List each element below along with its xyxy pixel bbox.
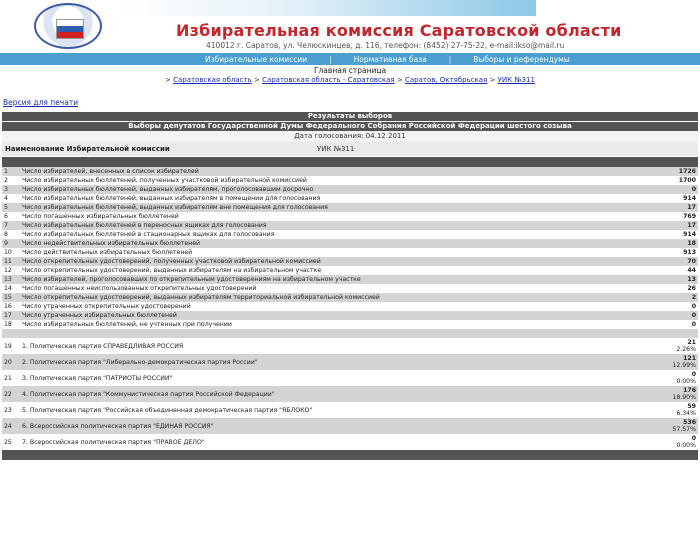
table-row bbox=[2, 239, 698, 248]
commission-row bbox=[2, 142, 698, 156]
row-number: 23 bbox=[2, 402, 20, 418]
row-number: 8 bbox=[2, 230, 20, 239]
nav-item-commissions[interactable]: Избирательные комиссии bbox=[205, 54, 308, 64]
party-name: 3. Политическая партия "ПАТРИОТЫ РОССИИ" bbox=[20, 370, 634, 386]
site-header bbox=[0, 0, 622, 52]
party-percent: 0.00% bbox=[676, 378, 696, 385]
row-number: 4 bbox=[2, 194, 20, 203]
row-label: Число утраченных избирательных бюллетеней bbox=[20, 311, 634, 320]
row-label: Число недействительных избирательных бюллетеней bbox=[20, 239, 634, 248]
row-value: 2 bbox=[634, 293, 698, 302]
row-number: 14 bbox=[2, 284, 20, 293]
table-row bbox=[2, 311, 698, 320]
row-number: 13 bbox=[2, 275, 20, 284]
table-row bbox=[2, 203, 698, 212]
table-row bbox=[2, 370, 698, 386]
breadcrumb-separator: > bbox=[251, 76, 263, 84]
flag-icon bbox=[56, 19, 84, 39]
nav-item-legal-base[interactable]: Нормативная база bbox=[353, 54, 427, 64]
commission-label: Наименование Избирательной комиссии bbox=[5, 145, 170, 153]
party-votes: 59 bbox=[687, 403, 696, 410]
table-row bbox=[2, 284, 698, 293]
party-votes: 176 bbox=[683, 387, 696, 394]
party-percent: 12.99% bbox=[672, 362, 696, 369]
party-votes: 0 bbox=[691, 371, 696, 378]
table-row bbox=[2, 185, 698, 194]
table-row bbox=[2, 338, 698, 354]
breadcrumb-region[interactable]: Саратовская область bbox=[173, 76, 252, 84]
row-label: Число избирателей, внесенных в список избирателей bbox=[20, 167, 634, 176]
site-title: Избирательная комиссия Саратовской области bbox=[176, 21, 622, 40]
party-name: 1. Политическая партия СПРАВЕДЛИВАЯ РОССИЯ bbox=[20, 338, 634, 354]
row-label: Число избирательных бюллетеней в переносных ящиках для голосования bbox=[20, 221, 634, 230]
table-row bbox=[2, 266, 698, 275]
row-value: 18 bbox=[634, 239, 698, 248]
nav-item-elections[interactable]: Выборы и референдумы bbox=[473, 54, 570, 64]
party-percent: 2.26% bbox=[676, 346, 696, 353]
row-label: Число открепительных удостоверений, полученных участковой избирательной комиссией bbox=[20, 257, 634, 266]
commission-value: УИК №311 bbox=[317, 145, 355, 153]
row-value: 913 bbox=[634, 248, 698, 257]
table-row bbox=[2, 418, 698, 434]
row-value: 1726 bbox=[634, 167, 698, 176]
home-link[interactable]: Главная страница bbox=[313, 66, 387, 75]
row-number: 10 bbox=[2, 248, 20, 257]
table-row bbox=[2, 257, 698, 266]
table-row bbox=[2, 302, 698, 311]
row-label: Число утраченных открепительных удостоверений bbox=[20, 302, 634, 311]
party-result bbox=[634, 402, 698, 418]
party-votes: 0 bbox=[691, 435, 696, 442]
party-result bbox=[634, 354, 698, 370]
table-row bbox=[2, 194, 698, 203]
row-number: 1 bbox=[2, 167, 20, 176]
row-number: 17 bbox=[2, 311, 20, 320]
row-label: Число избирателей, проголосовавших по открепительным удостоверениям на избирательном участке bbox=[20, 275, 634, 284]
row-value: 70 bbox=[634, 257, 698, 266]
voting-date: Дата голосования: 04.12.2011 bbox=[2, 131, 698, 142]
row-value: 26 bbox=[634, 284, 698, 293]
party-votes: 121 bbox=[683, 355, 696, 362]
row-label: Число избирательных бюллетеней, выданных избирателям вне помещения для голосования bbox=[20, 203, 634, 212]
row-value: 1700 bbox=[634, 176, 698, 185]
party-name: 2. Политическая партия "Либерально-демократическая партия России" bbox=[20, 354, 634, 370]
election-name: Выборы депутатов Государственной Думы Федерального Собрания Российской Федерации шестого созыва bbox=[2, 122, 698, 131]
row-number: 21 bbox=[2, 370, 20, 386]
row-value: 44 bbox=[634, 266, 698, 275]
party-name: 5. Политическая партия "Российская объединенная демократическая партия "ЯБЛОКО" bbox=[20, 402, 634, 418]
row-number: 22 bbox=[2, 386, 20, 402]
breadcrumb-precinct[interactable]: УИК №311 bbox=[497, 76, 535, 84]
party-percent: 18.90% bbox=[672, 394, 696, 401]
breadcrumb-city-district[interactable]: Саратов, Октябрьская bbox=[404, 76, 488, 84]
table-header-bar bbox=[2, 157, 698, 167]
row-value: 769 bbox=[634, 212, 698, 221]
row-value: 0 bbox=[634, 311, 698, 320]
table-row bbox=[2, 386, 698, 402]
breadcrumb-district[interactable]: Саратовская область - Саратовская bbox=[262, 76, 395, 84]
table-gap bbox=[2, 329, 698, 338]
row-number: 15 bbox=[2, 293, 20, 302]
row-value: 17 bbox=[634, 203, 698, 212]
row-label: Число открепительных удостоверений, выданных избирателям территориальной избирательной комиссией bbox=[20, 293, 634, 302]
parties-table bbox=[2, 338, 698, 450]
row-value: 0 bbox=[634, 320, 698, 329]
row-value: 13 bbox=[634, 275, 698, 284]
row-number: 3 bbox=[2, 185, 20, 194]
party-votes: 21 bbox=[687, 339, 696, 346]
breadcrumb-separator: > bbox=[487, 76, 498, 84]
header-decoration bbox=[120, 0, 536, 16]
table-row bbox=[2, 293, 698, 302]
row-value: 0 bbox=[634, 302, 698, 311]
row-label: Число избирательных бюллетеней в стационарных ящиках для голосования bbox=[20, 230, 634, 239]
table-row bbox=[2, 230, 698, 239]
results-title: Результаты выборов bbox=[2, 112, 698, 121]
table-row bbox=[2, 221, 698, 230]
nav-separator: | bbox=[329, 54, 332, 64]
row-number: 2 bbox=[2, 176, 20, 185]
row-value: 914 bbox=[634, 230, 698, 239]
row-value: 0 bbox=[634, 185, 698, 194]
row-label: Число погашенных избирательных бюллетеней bbox=[20, 212, 634, 221]
row-value: 914 bbox=[634, 194, 698, 203]
row-number: 19 bbox=[2, 338, 20, 354]
party-name: 6. Всероссийская политическая партия "ЕДИНАЯ РОССИЯ" bbox=[20, 418, 634, 434]
row-number: 11 bbox=[2, 257, 20, 266]
site-address: 410012 г. Саратов, ул. Челюскинцев, д. 116, телефон: (8452) 27-75-22, e-mail:ikso@mail.ru bbox=[206, 41, 565, 50]
emblem-logo-icon[interactable] bbox=[34, 3, 102, 49]
table-row bbox=[2, 275, 698, 284]
row-value: 17 bbox=[634, 221, 698, 230]
row-label: Число погашенных неиспользованных открепительных удостоверений bbox=[20, 284, 634, 293]
row-number: 5 bbox=[2, 203, 20, 212]
party-percent: 6.34% bbox=[676, 410, 696, 417]
results-panel bbox=[2, 112, 698, 460]
row-number: 9 bbox=[2, 239, 20, 248]
row-number: 16 bbox=[2, 302, 20, 311]
table-row bbox=[2, 212, 698, 221]
table-row bbox=[2, 320, 698, 329]
stats-table bbox=[2, 167, 698, 329]
breadcrumb-prefix: > bbox=[165, 76, 174, 84]
row-label: Число открепительных удостоверений, выданных избирателям на избирательном участке bbox=[20, 266, 634, 275]
row-number: 24 bbox=[2, 418, 20, 434]
party-result bbox=[634, 386, 698, 402]
party-percent: 0.00% bbox=[676, 442, 696, 449]
row-label: Число избирательных бюллетеней, полученных участковой избирательной комиссией bbox=[20, 176, 634, 185]
row-number: 6 bbox=[2, 212, 20, 221]
row-number: 18 bbox=[2, 320, 20, 329]
party-name: 4. Политическая партия "Коммунистическая партия Российской Федерации" bbox=[20, 386, 634, 402]
party-name: 7. Всероссийская политическая партия "ПРАВОЕ ДЕЛО" bbox=[20, 434, 634, 450]
results-footer-bar bbox=[2, 450, 698, 460]
party-percent: 57.57% bbox=[672, 426, 696, 433]
table-row bbox=[2, 354, 698, 370]
party-result bbox=[634, 418, 698, 434]
breadcrumb bbox=[0, 76, 700, 84]
top-navigation bbox=[0, 53, 700, 65]
party-result bbox=[634, 338, 698, 354]
nav-separator: | bbox=[448, 54, 452, 64]
party-votes: 536 bbox=[683, 419, 696, 426]
row-number: 25 bbox=[2, 434, 20, 450]
table-row bbox=[2, 402, 698, 418]
breadcrumb-separator: > bbox=[394, 76, 405, 84]
logo-area bbox=[0, 0, 120, 52]
row-number: 20 bbox=[2, 354, 20, 370]
party-result bbox=[634, 434, 698, 450]
party-result bbox=[634, 370, 698, 386]
table-row bbox=[2, 176, 698, 185]
print-version-link[interactable]: Версия для печати bbox=[3, 98, 79, 107]
row-number: 12 bbox=[2, 266, 20, 275]
row-label: Число избирательных бюллетеней, выданных избирателям, проголосовавшим досрочно bbox=[20, 185, 634, 194]
table-row bbox=[2, 167, 698, 176]
table-row bbox=[2, 248, 698, 257]
row-label: Число избирательных бюллетеней, выданных избирателям в помещении для голосования bbox=[20, 194, 634, 203]
row-label: Число действительных избирательных бюллетеней bbox=[20, 248, 634, 257]
row-label: Число избирательных бюллетеней, не учтенных при получении bbox=[20, 320, 634, 329]
table-row bbox=[2, 434, 698, 450]
row-number: 7 bbox=[2, 221, 20, 230]
